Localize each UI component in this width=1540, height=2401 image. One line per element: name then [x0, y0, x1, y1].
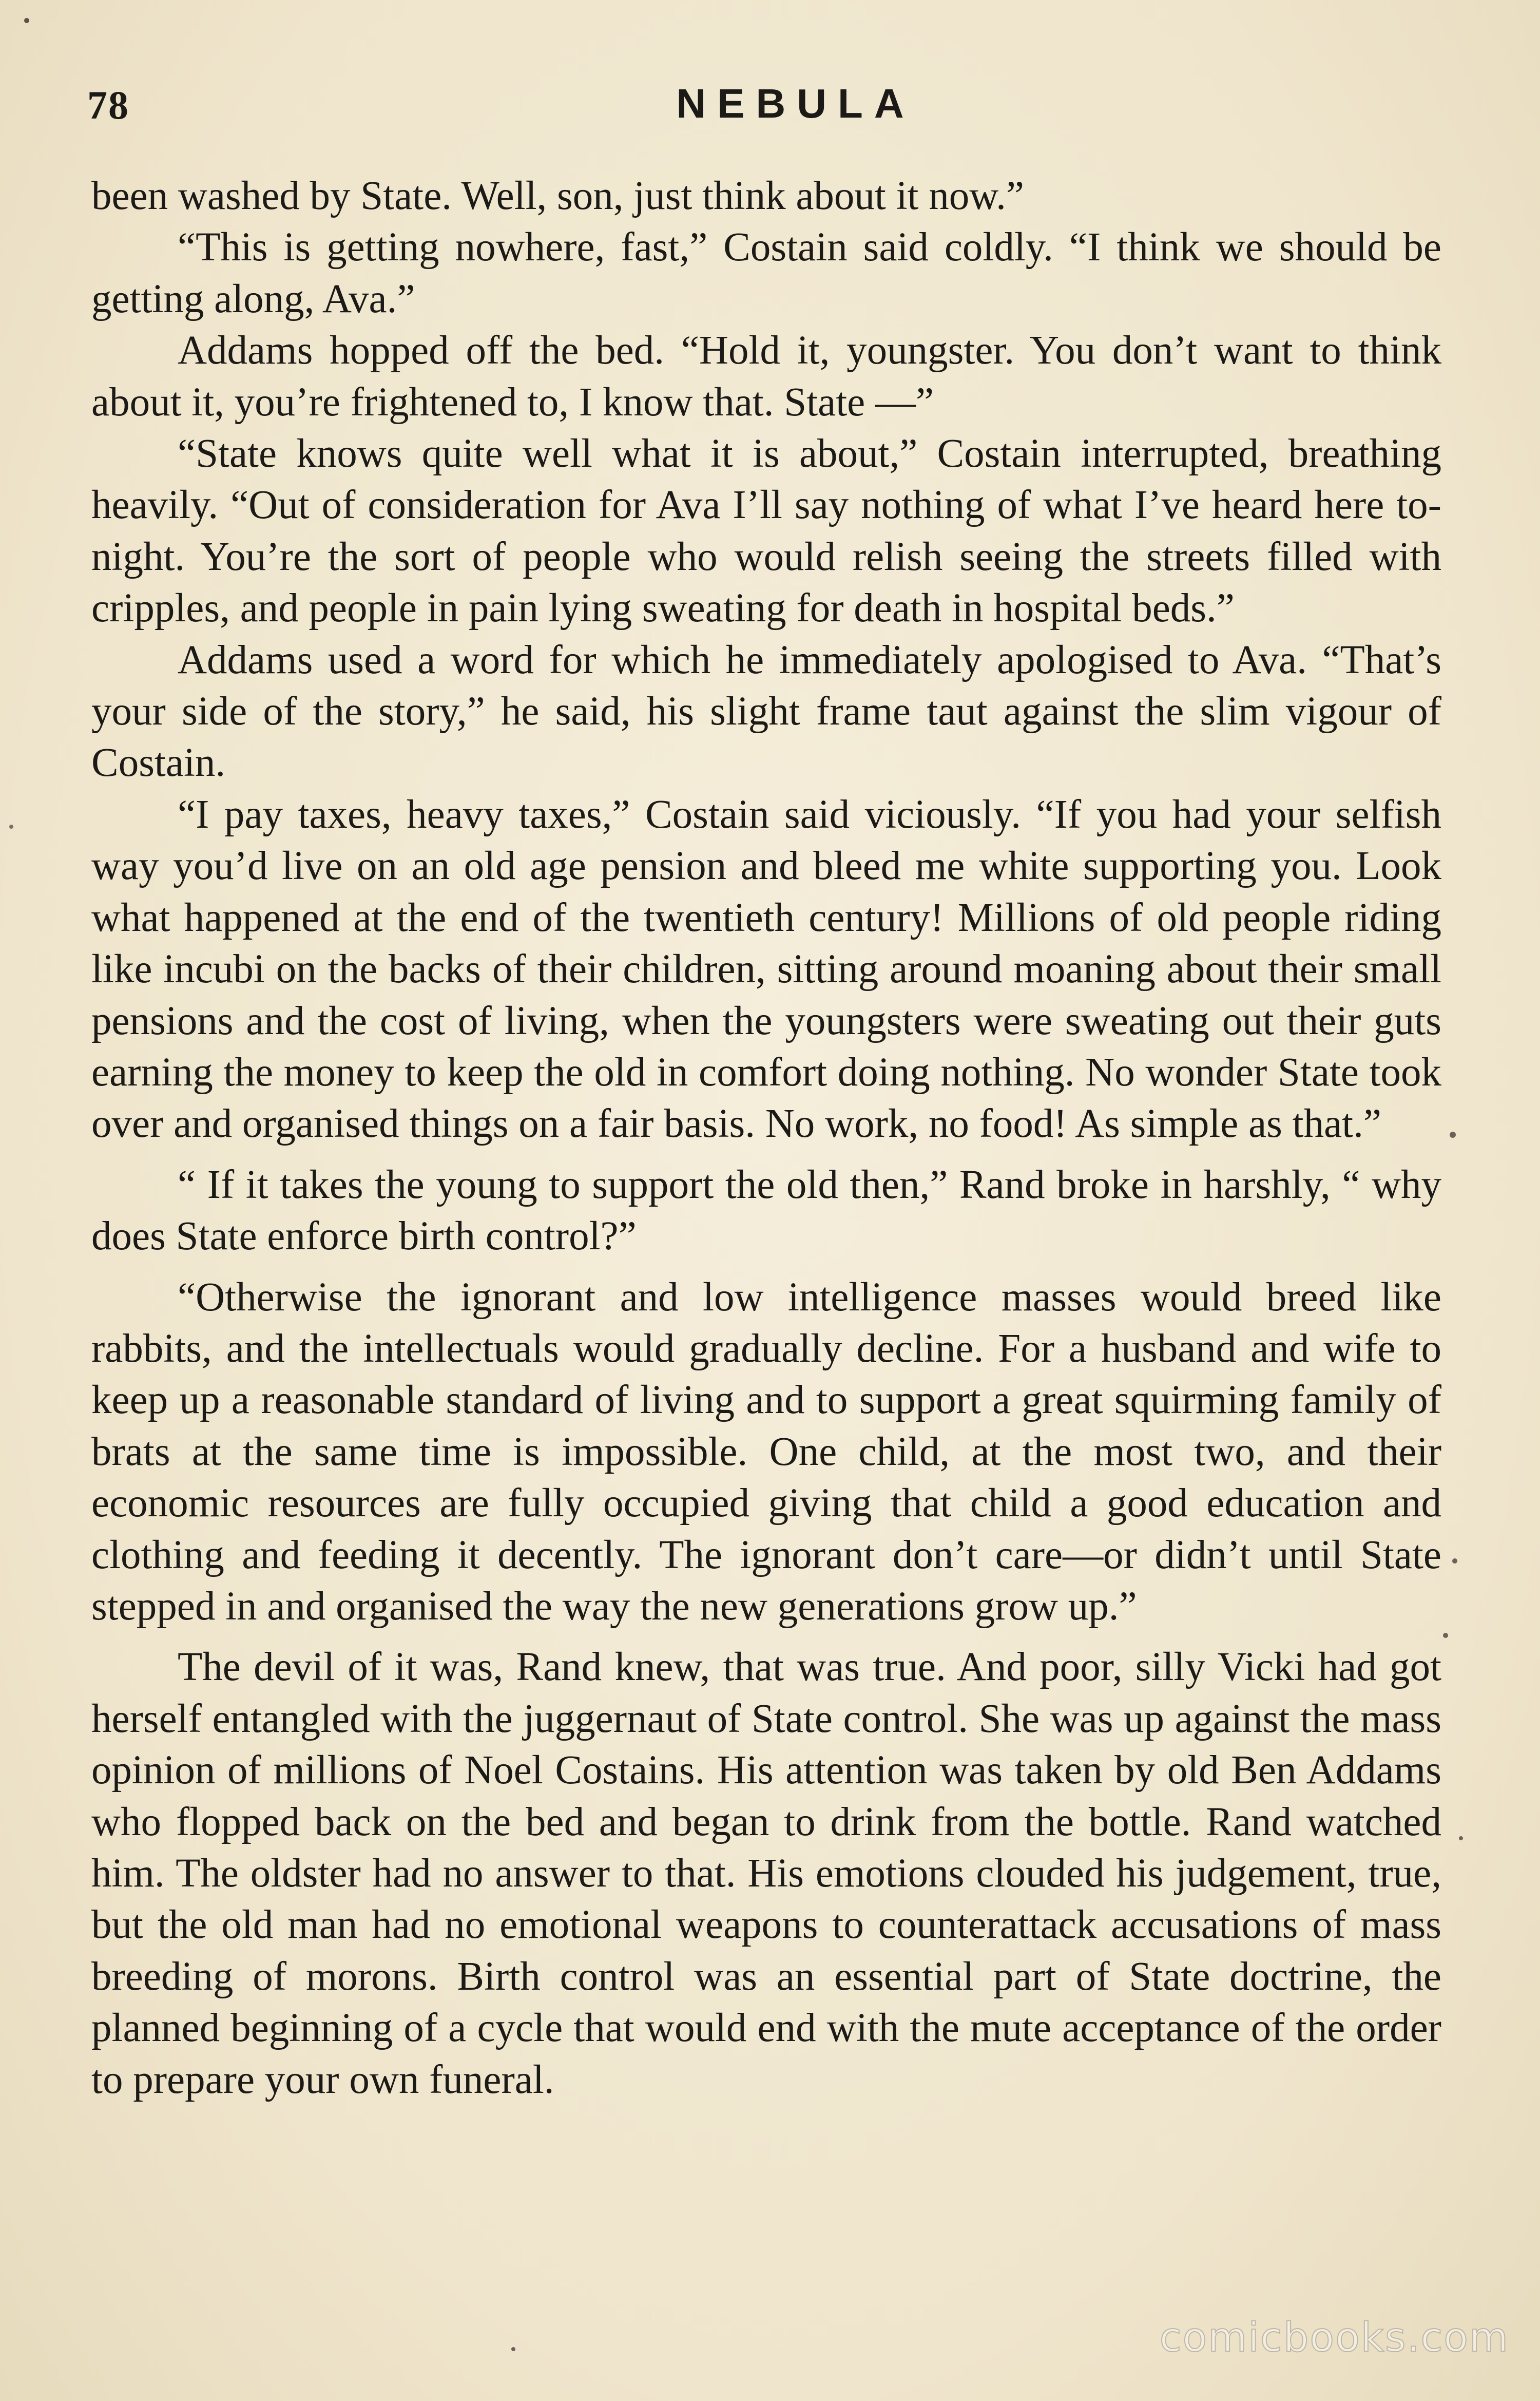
speck [511, 2347, 515, 2351]
paragraph: “Otherwise the ignorant and low intelligence masses would breed like rabbits, and the intellectuals would gradually decline. For a husband and wife to keep up a reasonable standard of living and to support a great squirming family of brats at the same time is impossible. One child, at the most two, and their economic resources are fully occupied giving that child a good education and clothing and feeding it decently. The ignorant don’t care—or didn’t until State stepped in and organised the way the new generations grow up.” [91, 1274, 1441, 1629]
speck [24, 18, 29, 23]
body-text [91, 170, 1441, 2106]
paragraph: “I pay taxes, heavy taxes,” Costain said viciously. “If you had your selfish way you’d live on an old age pension and bleed me white supporting you. Look what happened at the end of the twentieth century! Millions of old people riding like incubi on the backs of their children, sitting around moaning about their small pensions and the cost of living, when the youngsters were sweating out their guts earning the money to keep the old in comfort doing nothing. No wonder State took over and organised things on a fair basis. No work, no food! As simple as that.” [91, 792, 1441, 1147]
running-head: NEBULA [676, 81, 915, 126]
watermark: comicbooks.com [1159, 2315, 1509, 2361]
paragraph: Addams used a word for which he immediately apologised to Ava. “That’s your side of the story,” he said, his slight frame taut against the slim vigour of Costain. [91, 637, 1441, 786]
page-number: 78 [87, 83, 129, 127]
speck [9, 825, 13, 829]
paragraph: “State knows quite well what it is about,” Costain interrupted, breathing heavily. “Out of consideration for Ava I’ll say nothing of what I’ve heard here to-night. You’re the sort of people who would relish seeing the streets filled with cripples, and people in pain lying sweating for death in hospital beds.” [91, 431, 1441, 631]
speck [1452, 1558, 1457, 1564]
paragraph: been washed by State. Well, son, just think about it now.” [91, 174, 1024, 218]
page-header [87, 77, 1437, 134]
paragraph: “ If it takes the young to support the old then,” Rand broke in harshly, “ why does State enforce birth control?” [91, 1162, 1441, 1259]
speck [1459, 1836, 1463, 1840]
paragraph: “This is getting nowhere, fast,” Costain said coldly. “I think we should be getting along, Ava.” [91, 225, 1441, 321]
speck [1443, 1633, 1448, 1638]
paragraph: Addams hopped off the bed. “Hold it, youngster. You don’t want to think about it, you’re frightened to, I know that. State —” [91, 328, 1441, 425]
speck [1450, 1132, 1456, 1138]
paragraph: The devil of it was, Rand knew, that was true. And poor, silly Vicki had got herself entangled with the juggernaut of State control. She was up against the mass opinion of millions of Noel Costains. His attention was taken by old Ben Addams who flopped back on the bed and began to drink from the bottle. Rand watched him. The oldster had no answer to that. His emotions clouded his judgement, true, but the old man had no emotional weapons to counterattack accusations of mass breeding of morons. Birth control was an essential part of State doctrine, the planned beginning of a cycle that would end with the mute acceptance of the order to prepare your own funeral. [91, 1645, 1441, 2102]
